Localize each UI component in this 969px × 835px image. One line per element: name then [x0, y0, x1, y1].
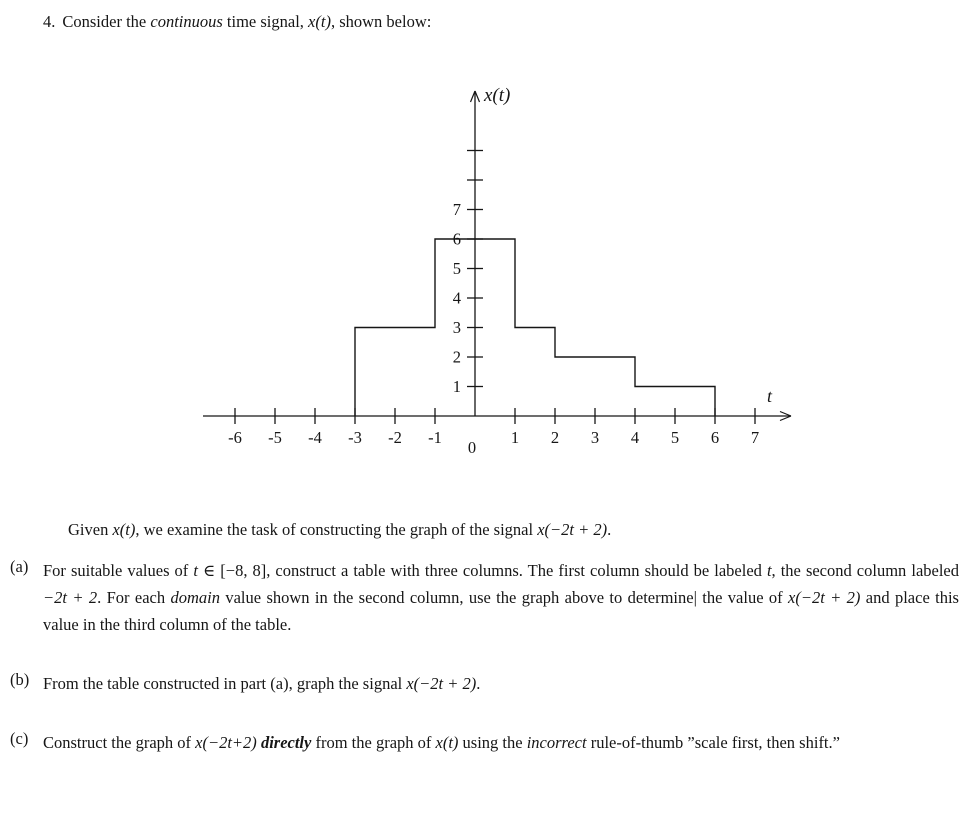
- text-run: value shown in the second column, use the graph above to determine| the value of: [219, 588, 788, 608]
- text-run: x(−2t + 2): [537, 519, 608, 539]
- text-run: x(t): [435, 733, 459, 753]
- text-run: .: [607, 519, 612, 539]
- text-run: time signal,: [222, 12, 309, 31]
- x-tick-label: 7: [750, 427, 760, 447]
- text-run: and place this value in the third column of the table.: [43, 588, 959, 635]
- question-parts: [0, 557, 969, 756]
- text-run: x(t): [112, 519, 136, 539]
- part-a-text: [43, 557, 959, 638]
- text-run: , we examine the task of constructing the graph of the signal: [135, 519, 538, 539]
- text-run: from the graph of: [311, 733, 436, 753]
- problem-intro-text: [62, 12, 431, 31]
- problem-intro: [0, 0, 969, 35]
- x-tick-label: 5: [670, 427, 680, 447]
- given-statement: [68, 517, 949, 543]
- y-tick-label: 7: [452, 199, 461, 219]
- text-run: ∈ [−8, 8], construct a table with three columns. The first column should be labeled: [197, 561, 767, 581]
- part-a-label: (a): [10, 557, 29, 577]
- x-tick-label: 1: [510, 427, 520, 447]
- part-c-label: (c): [10, 729, 29, 749]
- part-b-label: (b): [10, 670, 30, 690]
- text-run: x(t): [308, 12, 331, 31]
- y-tick-label: 4: [452, 288, 461, 308]
- text-run: . For each: [97, 588, 171, 608]
- part-b: [10, 670, 959, 697]
- x-tick-label: -4: [308, 427, 322, 447]
- y-axis-title: x(t): [484, 84, 511, 106]
- y-tick-label: 5: [452, 258, 461, 278]
- text-run: , shown below:: [330, 12, 432, 31]
- text-run: From the table constructed in part (a), graph the signal: [43, 674, 407, 694]
- text-run: x(−2t + 2): [406, 674, 477, 694]
- signal-curve: [355, 239, 715, 416]
- x-tick-label: 3: [590, 427, 600, 447]
- y-tick-label: 1: [452, 376, 461, 396]
- text-run: domain: [170, 588, 220, 608]
- x-tick-label: -1: [428, 427, 442, 447]
- part-c-text: [43, 729, 959, 756]
- text-run: Construct the graph of: [43, 733, 196, 753]
- text-run: Given: [68, 519, 113, 539]
- x-tick-label: 6: [710, 427, 720, 447]
- x-tick-label: 4: [630, 427, 640, 447]
- x-axis-title: t: [767, 385, 773, 406]
- text-run: x(−2t+2): [195, 733, 257, 753]
- text-run: , the second column labeled: [771, 561, 959, 581]
- x-tick-label: -6: [228, 427, 242, 447]
- y-tick-label: 3: [452, 317, 461, 337]
- text-run: continuous: [150, 12, 223, 31]
- problem-number: 4.: [43, 12, 56, 31]
- text-run: rule-of-thumb ”scale first, then shift.”: [586, 733, 840, 753]
- text-run: incorrect: [526, 733, 587, 753]
- text-run: −2t + 2: [43, 588, 98, 608]
- x-tick-label: 2: [550, 427, 560, 447]
- x-tick-label: -5: [268, 427, 282, 447]
- text-run: x(−2t + 2): [788, 588, 861, 608]
- x-tick-label: -3: [348, 427, 362, 447]
- y-tick-label: 6: [452, 229, 461, 249]
- signal-graph: [0, 61, 969, 473]
- text-run: .: [476, 674, 481, 694]
- text-run: using the: [458, 733, 527, 753]
- text-run: Consider the: [62, 12, 151, 31]
- text-run: directly: [260, 733, 312, 753]
- x-tick-label: 0: [467, 437, 477, 457]
- part-a: [10, 557, 959, 638]
- x-tick-label: -2: [388, 427, 402, 447]
- text-run: For suitable values of: [43, 561, 194, 581]
- part-b-text: [43, 670, 959, 697]
- y-tick-label: 2: [452, 347, 461, 367]
- text-run: t: [193, 561, 198, 581]
- signal-chart-area: [0, 61, 969, 473]
- part-c: [10, 729, 959, 756]
- text-run: t: [766, 561, 772, 581]
